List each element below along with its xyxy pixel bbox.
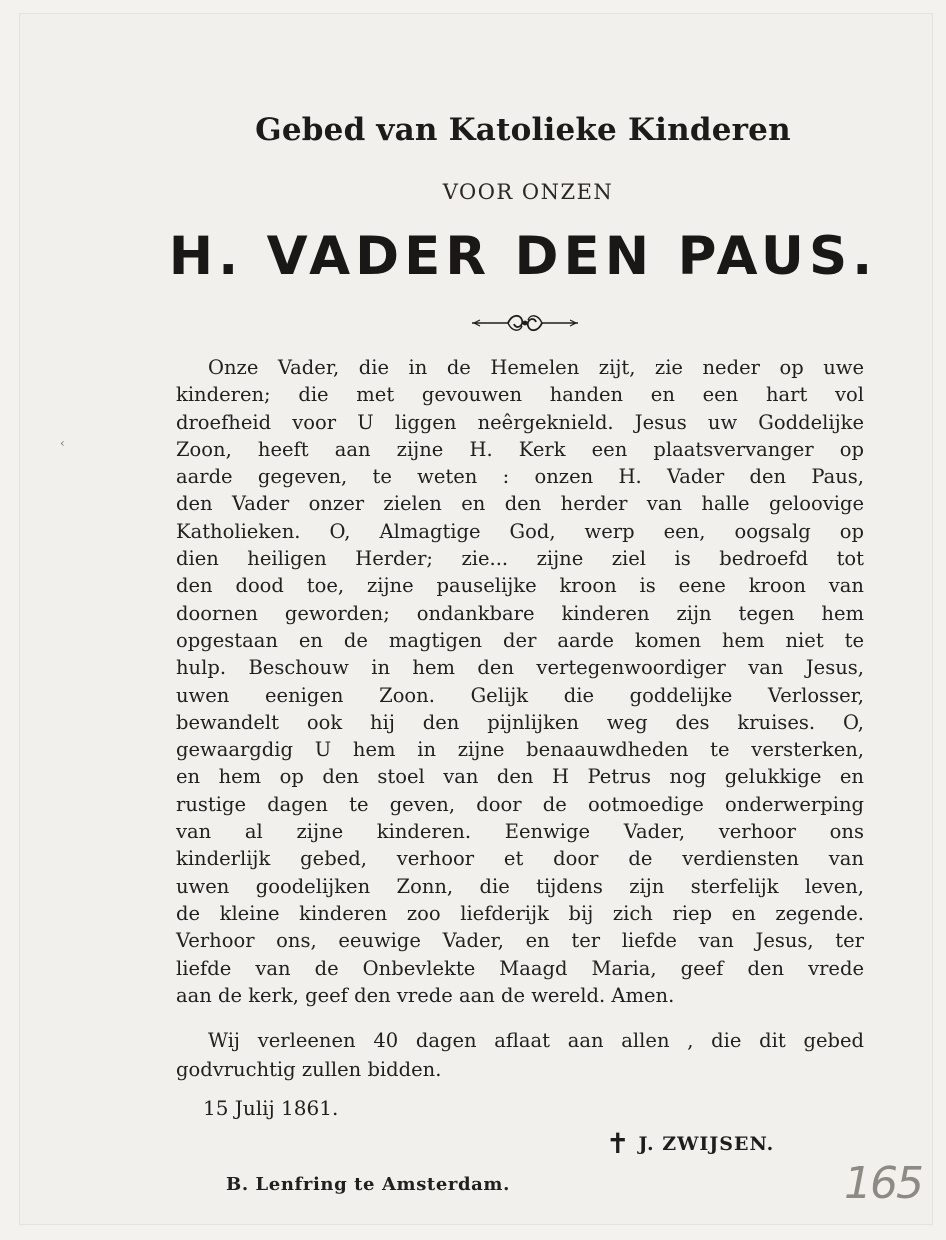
signature-block <box>606 1124 775 1160</box>
prayer-line: kinderen; die met gevouwen handen en een hart vol <box>176 383 864 407</box>
cross-icon: ✝ <box>606 1127 631 1160</box>
prayer-line: en hem op den stoel van den H Petrus nog gelukkige en <box>176 765 864 789</box>
prayer-line: doornen geworden; ondankbare kinderen zijn tegen hem <box>176 601 864 625</box>
prayer-line: de kleine kinderen zoo liefderijk bij zich riep en zegende. <box>176 901 864 925</box>
document-date: 15 Julij 1861. <box>203 1096 339 1120</box>
prayer-line: aarde gegeven, te weten : onzen H. Vader den Paus, <box>176 465 864 489</box>
prayer-line: kinderlijk gebed, verhoor et door de verdiensten van <box>176 847 864 871</box>
prayer-line: dien heiligen Herder; zie... zijne ziel is bedroefd tot <box>176 547 864 571</box>
prayer-line: Onze Vader, die in de Hemelen zijt, zie neder op uwe <box>208 356 864 379</box>
indulgence-line: godvruchtig zullen bidden. <box>176 1058 442 1081</box>
prayer-line: bewandelt ook hij den pijnlijken weg des kruises. O, <box>176 710 864 734</box>
signature-name: J. ZWIJSEN. <box>638 1133 775 1155</box>
prayer-line: den Vader onzer zielen en den herder van halle geloovige <box>176 492 864 516</box>
prayer-line: gewaargdig U hem in zijne benaauwdheden te versterken, <box>176 738 864 762</box>
prayer-line: Zoon, heeft aan zijne H. Kerk een plaatsvervanger op <box>176 437 864 461</box>
prayer-line: Verhoor ons, eeuwige Vader, en ter liefde van Jesus, ter <box>176 929 864 953</box>
prayer-line: aan de kerk, geef den vrede aan de wereld. Amen. <box>176 983 675 1007</box>
catalog-number: 165 <box>844 1158 922 1209</box>
card-subtitle: VOOR ONZEN <box>442 180 614 204</box>
prayer-line: den dood toe, zijne pauselijke kroon is eene kroon van <box>176 574 864 598</box>
card-title: Gebed van Katolieke Kinderen <box>255 112 791 148</box>
prayer-line: rustige dagen te geven, door de ootmoedige onderwerping <box>176 792 864 816</box>
card-main-title: H. VADER DEN PAUS. <box>168 226 878 287</box>
prayer-line: van al zijne kinderen. Eenwige Vader, verhoor ons <box>176 820 864 844</box>
prayer-line: droefheid voor U liggen neêrgeknield. Jesus uw Goddelijke <box>176 410 864 434</box>
indulgence-text <box>176 1026 864 1084</box>
prayer-text <box>176 354 864 1009</box>
flourish-ornament-icon <box>470 308 580 338</box>
printer-imprint: B. Lenfring te Amsterdam. <box>226 1174 510 1195</box>
indulgence-line: Wij verleenen 40 dagen aflaat aan allen , die dit gebed <box>208 1029 864 1052</box>
prayer-line: opgestaan en de magtigen der aarde komen hem niet te <box>176 628 864 652</box>
prayer-line: Katholieken. O, Almagtige God, werp een, oogsalg op <box>176 519 864 543</box>
margin-mark: ‹ <box>60 436 65 450</box>
prayer-line: uwen eenigen Zoon. Gelijk die goddelijke Verlosser, <box>176 683 864 707</box>
prayer-line: liefde van de Onbevlekte Maagd Maria, geef den vrede <box>176 956 864 980</box>
prayer-line: uwen goodelijken Zonn, die tijdens zijn sterfelijk leven, <box>176 874 864 898</box>
prayer-line: hulp. Beschouw in hem den vertegenwoordiger van Jesus, <box>176 656 864 680</box>
